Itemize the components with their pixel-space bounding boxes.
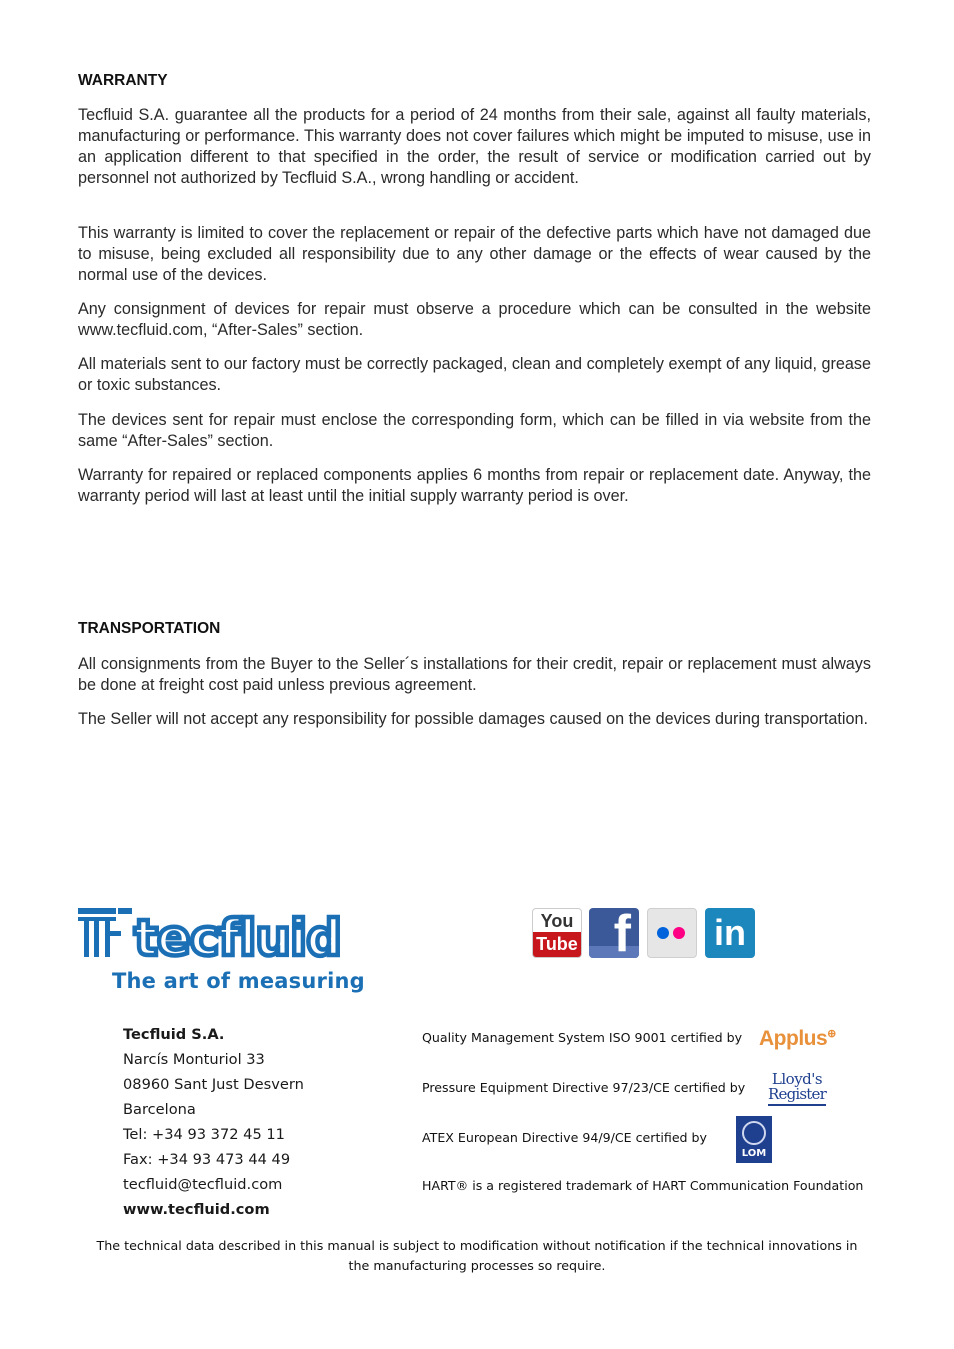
disclaimer-footer [60, 1236, 894, 1275]
address-city: 08960 Sant Just Desvern [123, 1076, 304, 1093]
lloyds-logo-line2: Register [768, 1085, 826, 1103]
lom-logo [736, 1116, 772, 1163]
address-region: Barcelona [123, 1101, 196, 1118]
youtube-tube-label: Tube [536, 934, 578, 954]
company-name: Tecfluid S.A. [123, 1026, 225, 1043]
flickr-blue-dot [657, 927, 669, 939]
flickr-pink-dot [673, 927, 685, 939]
warranty-paragraph: Warranty for repaired or replaced components applies 6 months from repair or replacement date. Anyway, the warranty period will last at least until the initial supply warranty period is over. [78, 466, 871, 505]
tecfluid-logo-mark [78, 905, 398, 965]
logo-tagline: The art of measuring [112, 969, 365, 993]
youtube-you-label: You [540, 911, 574, 931]
applus-logo [759, 1027, 836, 1051]
transportation-paragraph: All consignments from the Buyer to the Seller´s installations for their credit, repair or replacement must always be done at freight cost paid unless previous agreement. [78, 655, 871, 694]
warranty-paragraph: All materials sent to our factory must be correctly packaged, clean and completely exempt of any liquid, grease or toxic substances. [78, 355, 871, 394]
disclaimer-line-1: The technical data described in this manual is subject to modification without notification if the technical innovations in [96, 1238, 858, 1253]
flickr-icon[interactable] [647, 908, 697, 958]
iso-certification-text: Quality Management System ISO 9001 certified by [422, 1030, 743, 1045]
lloyds-logo-line1: Lloyd's [771, 1070, 823, 1088]
disclaimer-line-2: the manufacturing processes so require. [348, 1257, 606, 1273]
hart-trademark-text: HART® is a registered trademark of HART Communication Foundation [422, 1178, 864, 1193]
warranty-paragraph: This warranty is limited to cover the replacement or repair of the defective parts which have not damaged due to misuse, being excluded all responsibility due to any other damage or the effects of wear caused by the normal use of the devices. [78, 224, 871, 284]
address-email[interactable]: tecfluid@tecfluid.com [123, 1176, 283, 1193]
warranty-paragraph: The devices sent for repair must enclose the corresponding form, which can be filled in via website from the same “After-Sales” section. [78, 411, 871, 450]
warranty-paragraph: Any consignment of devices for repair must observe a procedure which can be consulted in the website www.tecfluid.com, “After-Sales” section. [78, 300, 871, 339]
company-address [123, 1022, 304, 1222]
lloyds-logo-underline [768, 1104, 826, 1106]
warranty-heading: WARRANTY [78, 72, 168, 89]
address-website[interactable]: www.tecfluid.com [123, 1201, 270, 1218]
linkedin-icon[interactable] [705, 908, 755, 958]
linkedin-glyph: in [714, 912, 746, 953]
facebook-glyph: f [613, 908, 631, 958]
tecfluid-logo [78, 905, 398, 1000]
transportation-heading: TRANSPORTATION [78, 620, 221, 637]
applus-logo-text: Applus [759, 1027, 828, 1050]
lom-seal-icon [742, 1121, 766, 1145]
youtube-icon[interactable] [532, 908, 582, 958]
applus-plus-mark: ⊕ [827, 1028, 836, 1040]
transportation-paragraph: The Seller will not accept any responsibility for possible damages caused on the devices during transportation. [78, 710, 869, 728]
logo-wordmark: tecfluid [134, 909, 341, 965]
warranty-paragraph: Tecfluid S.A. guarantee all the products for a period of 24 months from their sale, against all faulty materials, manufacturing or performance. This warranty does not cover failures which might be imputed to misuse, use in an application different to that specified in the order, the result of service or modification carried out by personnel not authorized by Tecfluid S.A., wrong handling or accident. [78, 106, 871, 187]
lloyds-register-logo [768, 1072, 826, 1108]
lom-logo-text: LOM [741, 1148, 767, 1159]
facebook-icon[interactable] [589, 908, 639, 958]
address-street: Narcís Monturiol 33 [123, 1051, 265, 1068]
atex-certification-text: ATEX European Directive 94/9/CE certified by [422, 1130, 708, 1145]
address-phone: Tel: +34 93 372 45 11 [123, 1126, 285, 1143]
ped-certification-text: Pressure Equipment Directive 97/23/CE certified by [422, 1080, 746, 1095]
address-fax: Fax: +34 93 473 44 49 [123, 1151, 291, 1168]
